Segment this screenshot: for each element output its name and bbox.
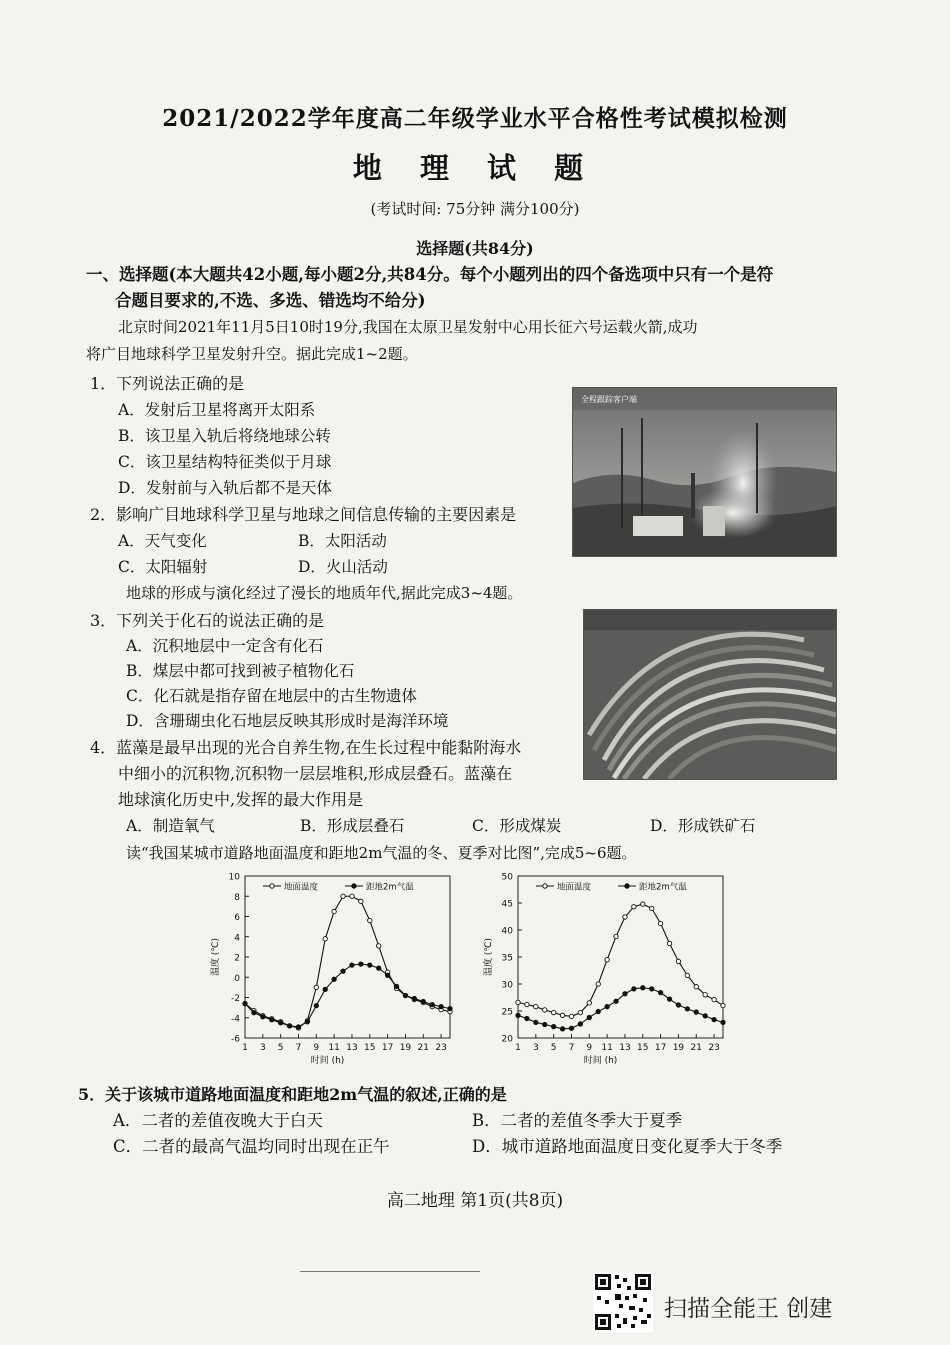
y-tick-label: -4: [231, 1014, 240, 1025]
data-point-air: [448, 1006, 452, 1010]
data-point-air: [430, 1002, 434, 1006]
q3-option-c: C．化石就是指存留在地层中的古生物遗体: [126, 687, 417, 705]
summer-temperature-chart: [478, 868, 733, 1073]
context2: 地球的形成与演化经过了漫长的地质年代,据此完成3~4题。: [126, 584, 523, 602]
exam-title: 2021/2022学年度高二年级学业水平合格性考试模拟检测: [162, 105, 788, 132]
data-point-air: [368, 963, 372, 967]
x-tick-label: 19: [399, 1043, 412, 1053]
data-point-air: [296, 1025, 300, 1029]
data-point-air: [641, 986, 645, 990]
x-tick-label: 15: [637, 1043, 649, 1053]
data-point-ground: [632, 905, 636, 909]
data-point-ground: [658, 921, 662, 925]
context1-line2: 将广目地球科学卫星发射升空。据此完成1~2题。: [86, 345, 418, 363]
y-tick-label: -2: [231, 994, 240, 1004]
y-tick-label: 4: [234, 933, 240, 944]
data-point-air: [252, 1010, 256, 1014]
legend-marker: [352, 884, 356, 888]
x-tick-label: 21: [417, 1043, 429, 1053]
data-point-ground: [516, 1000, 520, 1004]
x-tick-label: 11: [601, 1043, 613, 1053]
exam-info: (考试时间: 75分钟 满分100分): [370, 200, 580, 218]
x-tick-label: 3: [259, 1043, 266, 1053]
x-tick-label: 23: [435, 1043, 447, 1053]
context1-line1: 北京时间2021年11月5日10时19分,我国在太原卫星发射中心用长征六号运载火箭,成功: [118, 318, 698, 336]
y-axis-label: 温度 (℃): [484, 938, 494, 976]
legend-marker: [625, 884, 629, 888]
data-point-ground: [560, 1013, 564, 1017]
subject-title: 地 理 试 题: [352, 151, 598, 185]
q5-stem: 5．关于该城市道路地面温度和距地2m气温的叙述,正确的是: [78, 1085, 507, 1104]
data-point-air: [614, 999, 618, 1003]
data-point-ground: [534, 1004, 538, 1008]
series-line-ground: [245, 896, 450, 1028]
y-tick-label: -6: [231, 1034, 240, 1045]
data-point-air: [560, 1027, 564, 1031]
q3-option-a: A．沉积地层中一定含有化石: [126, 637, 324, 655]
q1-option-d: D．发射前与入轨后都不是天体: [118, 479, 332, 497]
data-point-air: [314, 1003, 318, 1007]
y-tick-label: 2: [234, 953, 240, 964]
legend-marker: [270, 884, 274, 888]
photo-caption: 全程跟踪客户端: [581, 395, 637, 404]
data-point-air: [403, 993, 407, 997]
data-point-air: [676, 1003, 680, 1007]
x-tick-label: 5: [550, 1043, 557, 1053]
data-point-ground: [578, 1010, 582, 1014]
stromatolite-photo: [583, 609, 837, 780]
x-tick-label: 7: [295, 1043, 302, 1053]
data-point-air: [287, 1024, 291, 1028]
legend-label: 距地2m气温: [639, 882, 687, 893]
q4-option-a: A．制造氧气: [126, 817, 215, 835]
data-point-ground: [323, 937, 327, 941]
q4-option-b: B．形成层叠石: [300, 817, 405, 835]
data-point-air: [694, 1010, 698, 1014]
y-tick-label: 20: [501, 1034, 513, 1045]
x-axis-label: 时间 (h): [310, 1056, 345, 1066]
data-point-ground: [694, 985, 698, 989]
q2-option-a: A．天气变化: [118, 532, 207, 550]
instructions-line1: 一、选择题(本大题共42小题,每小题2分,共84分。每个小题列出的四个备选项中只有一个是符: [86, 265, 774, 284]
data-point-ground: [703, 993, 707, 997]
x-tick-label: 1: [515, 1043, 521, 1053]
q4-stem-line1: 4．蓝藻是最早出现的光合自养生物,在生长过程中能黏附海水: [90, 738, 522, 757]
data-point-ground: [551, 1010, 555, 1014]
q1-option-b: B．该卫星入轨后将绕地球公转: [118, 427, 331, 445]
data-point-ground: [525, 1002, 529, 1006]
q4-option-c: C．形成煤炭: [472, 817, 562, 835]
y-tick-label: 30: [501, 980, 513, 991]
scanner-watermark: 扫描全能王 创建: [664, 1296, 833, 1322]
stromatolite-image: [584, 610, 836, 779]
data-point-ground: [376, 944, 380, 948]
x-tick-label: 21: [690, 1043, 702, 1053]
y-tick-label: 8: [234, 892, 240, 903]
x-tick-label: 3: [532, 1043, 539, 1053]
q3-option-b: B．煤层中都可找到被子植物化石: [126, 662, 355, 680]
instructions-line2: 合题目要求的,不选、多选、错选均不给分): [115, 291, 426, 310]
data-point-air: [649, 987, 653, 991]
q2-stem: 2．影响广目地球科学卫星与地球之间信息传输的主要因素是: [90, 505, 517, 524]
data-point-ground: [712, 997, 716, 1001]
y-axis-label: 温度 (℃): [211, 938, 221, 976]
q1-stem: 1．下列说法正确的是: [90, 374, 245, 393]
q1-option-a: A．发射后卫星将离开太阳系: [118, 401, 316, 419]
q3-stem: 3．下列关于化石的说法正确的是: [90, 611, 325, 630]
y-tick-label: 45: [501, 899, 513, 910]
data-point-ground: [569, 1014, 573, 1018]
data-point-air: [578, 1022, 582, 1026]
data-point-ground: [359, 899, 363, 903]
data-point-air: [305, 1020, 309, 1024]
rocket-launch-image: [573, 388, 836, 556]
data-point-ground: [623, 915, 627, 919]
x-axis-label: 时间 (h): [583, 1056, 618, 1066]
y-tick-label: 40: [501, 926, 513, 937]
series-line-ground: [518, 904, 723, 1016]
data-point-air: [569, 1026, 573, 1030]
data-point-air: [587, 1015, 591, 1019]
q2-option-b: B．太阳活动: [298, 532, 387, 550]
data-point-ground: [350, 894, 354, 898]
data-point-air: [350, 963, 354, 967]
x-tick-label: 1: [242, 1043, 248, 1053]
data-point-ground: [667, 941, 671, 945]
data-point-air: [341, 969, 345, 973]
data-point-air: [243, 1001, 247, 1005]
section-heading: 选择题(共84分): [416, 239, 534, 258]
data-point-air: [658, 990, 662, 994]
rocket-launch-photo: [572, 387, 837, 557]
data-point-air: [721, 1020, 725, 1024]
q5-option-d: D．城市道路地面温度日变化夏季大于冬季: [472, 1137, 783, 1156]
data-point-air: [534, 1020, 538, 1024]
footer-rule: [300, 1271, 480, 1272]
data-point-air: [359, 962, 363, 966]
q3-option-d: D．含珊瑚虫化石地层反映其形成时是海洋环境: [126, 712, 449, 730]
y-tick-label: 0: [234, 973, 240, 984]
x-tick-label: 9: [313, 1043, 320, 1053]
data-point-ground: [676, 959, 680, 963]
data-point-ground: [543, 1008, 547, 1012]
context3: 读“我国某城市道路地面温度和距地2m气温的冬、夏季对比图”,完成5~6题。: [126, 844, 637, 862]
plot-frame: [245, 876, 450, 1038]
data-point-air: [261, 1015, 265, 1019]
legend-label: 地面温度: [557, 882, 592, 893]
data-point-air: [632, 987, 636, 991]
q2-option-c: C．太阳辐射: [118, 558, 208, 576]
data-point-air: [323, 987, 327, 991]
qr-code-icon: [593, 1272, 653, 1332]
data-point-air: [596, 1009, 600, 1013]
data-point-air: [394, 984, 398, 988]
q1-option-c: C．该卫星结构特征类似于月球: [118, 453, 332, 471]
data-point-ground: [614, 934, 618, 938]
data-point-air: [376, 966, 380, 970]
x-tick-label: 17: [654, 1043, 667, 1053]
data-point-air: [605, 1004, 609, 1008]
data-point-air: [623, 992, 627, 996]
data-point-ground: [721, 1003, 725, 1007]
legend-label: 距地2m气温: [366, 882, 414, 893]
x-tick-label: 5: [277, 1043, 284, 1053]
y-tick-label: 6: [234, 913, 240, 923]
data-point-air: [516, 1013, 520, 1017]
legend-marker: [543, 884, 547, 888]
data-point-air: [332, 977, 336, 981]
data-point-air: [412, 996, 416, 1000]
plot-frame: [518, 876, 723, 1038]
data-point-air: [712, 1017, 716, 1021]
data-point-air: [667, 997, 671, 1001]
q4-option-d: D．形成铁矿石: [650, 817, 756, 835]
x-tick-label: 17: [381, 1043, 394, 1053]
data-point-air: [278, 1021, 282, 1025]
data-point-ground: [587, 1001, 591, 1005]
x-tick-label: 13: [346, 1043, 358, 1053]
data-point-air: [685, 1007, 689, 1011]
data-point-air: [270, 1018, 274, 1022]
legend-label: 地面温度: [284, 882, 319, 893]
data-point-ground: [314, 985, 318, 989]
y-tick-label: 50: [501, 872, 513, 883]
x-tick-label: 13: [619, 1043, 631, 1053]
y-tick-label: 35: [501, 953, 513, 964]
q2-option-d: D．火山活动: [298, 558, 388, 576]
data-point-ground: [368, 918, 372, 922]
winter-temperature-chart: [205, 868, 460, 1073]
q4-stem-line3: 地球演化历史中,发挥的最大作用是: [118, 790, 364, 809]
q4-stem-line2: 中细小的沉积物,沉积物一层层堆积,形成层叠石。蓝藻在: [118, 764, 513, 783]
data-point-ground: [649, 906, 653, 910]
x-tick-label: 15: [364, 1043, 376, 1053]
x-tick-label: 19: [672, 1043, 685, 1053]
data-point-ground: [605, 958, 609, 962]
y-tick-label: 25: [501, 1007, 513, 1018]
data-point-air: [385, 973, 389, 977]
data-point-air: [551, 1024, 555, 1028]
q5-option-a: A．二者的差值夜晚大于白天: [113, 1111, 323, 1130]
data-point-ground: [332, 909, 336, 913]
data-point-air: [421, 999, 425, 1003]
x-tick-label: 11: [328, 1043, 340, 1053]
series-line-air: [518, 988, 723, 1029]
y-tick-label: 10: [228, 872, 240, 883]
data-point-ground: [685, 973, 689, 977]
data-point-air: [525, 1016, 529, 1020]
x-tick-label: 7: [568, 1043, 575, 1053]
data-point-air: [543, 1022, 547, 1026]
page-footer: 高二地理 第1页(共8页): [386, 1191, 564, 1211]
x-tick-label: 23: [708, 1043, 720, 1053]
data-point-air: [703, 1014, 707, 1018]
data-point-ground: [341, 894, 345, 898]
q5-option-b: B．二者的差值冬季大于夏季: [472, 1111, 683, 1130]
data-point-ground: [596, 982, 600, 986]
q5-option-c: C．二者的最高气温均同时出现在正午: [113, 1137, 390, 1156]
data-point-ground: [641, 902, 645, 906]
series-line-air: [245, 964, 450, 1027]
x-tick-label: 9: [586, 1043, 593, 1053]
data-point-air: [439, 1004, 443, 1008]
